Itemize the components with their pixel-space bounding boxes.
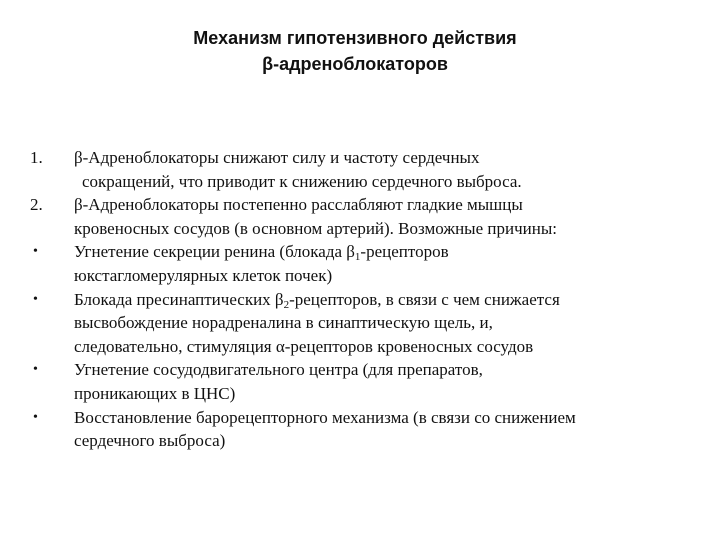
bullet-item-baroreceptor bbox=[30, 406, 700, 453]
title-line-2: β-адреноблокаторов bbox=[262, 54, 448, 74]
list-item-2 bbox=[30, 193, 700, 240]
list-item-text-line: Восстановление барорецепторного механизма (в связи со снижением bbox=[74, 407, 576, 427]
list-item-text-line: β-Адреноблокаторы постепенно расслабляют гладкие мышцы bbox=[74, 195, 523, 215]
list-item-text-line: проникающих в ЦНС) bbox=[74, 383, 236, 403]
list-item-text-line: кровеносных сосудов (в основном артерий). Возможные причины: bbox=[74, 218, 557, 238]
text-segment: Блокада пресинаптических β bbox=[74, 289, 284, 309]
bullet-item-renin bbox=[30, 240, 700, 287]
list-item-text-line: сердечного выброса) bbox=[74, 431, 226, 451]
subscript: 2 bbox=[283, 298, 290, 311]
bullet-item-vasomotor bbox=[30, 358, 700, 405]
bullet-marker: • bbox=[33, 409, 38, 425]
list-number: 2. bbox=[30, 195, 43, 215]
bullet-item-presynaptic bbox=[30, 288, 700, 359]
text-segment: -рецепторов, в связи с чем снижается bbox=[289, 289, 560, 309]
bullet-marker: • bbox=[33, 362, 38, 378]
list-number: 1. bbox=[30, 148, 43, 167]
title-line-1: Механизм гипотензивного действия bbox=[193, 28, 517, 48]
subscript: 1 bbox=[354, 251, 361, 264]
text-segment: -рецепторов bbox=[360, 242, 449, 262]
list-item-text-line bbox=[74, 288, 700, 312]
list-item-text-line: высвобождение норадреналина в синаптическую щель, и, bbox=[74, 313, 493, 333]
bullet-marker: • bbox=[33, 291, 38, 307]
text-segment: Угнетение секреции ренина (блокада β bbox=[74, 242, 355, 262]
list-item-text-line bbox=[74, 240, 700, 264]
list-item-text-line: β-Адреноблокаторы снижают силу и частоту сердечных bbox=[74, 148, 480, 167]
list-item-1 bbox=[30, 146, 700, 193]
content-list bbox=[30, 146, 700, 453]
list-item-text-line: Угнетение сосудодвигательного центра (для препаратов, bbox=[74, 360, 483, 380]
list-item-text-line: юкстагломерулярных клеток почек) bbox=[74, 265, 333, 285]
bullet-marker: • bbox=[33, 244, 38, 260]
slide-title bbox=[70, 25, 640, 77]
list-item-text-line: сокращений, что приводит к снижению сердечного выброса. bbox=[82, 171, 522, 191]
list-item-text-line: следовательно, стимуляция α-рецепторов кровеносных сосудов bbox=[74, 336, 534, 356]
